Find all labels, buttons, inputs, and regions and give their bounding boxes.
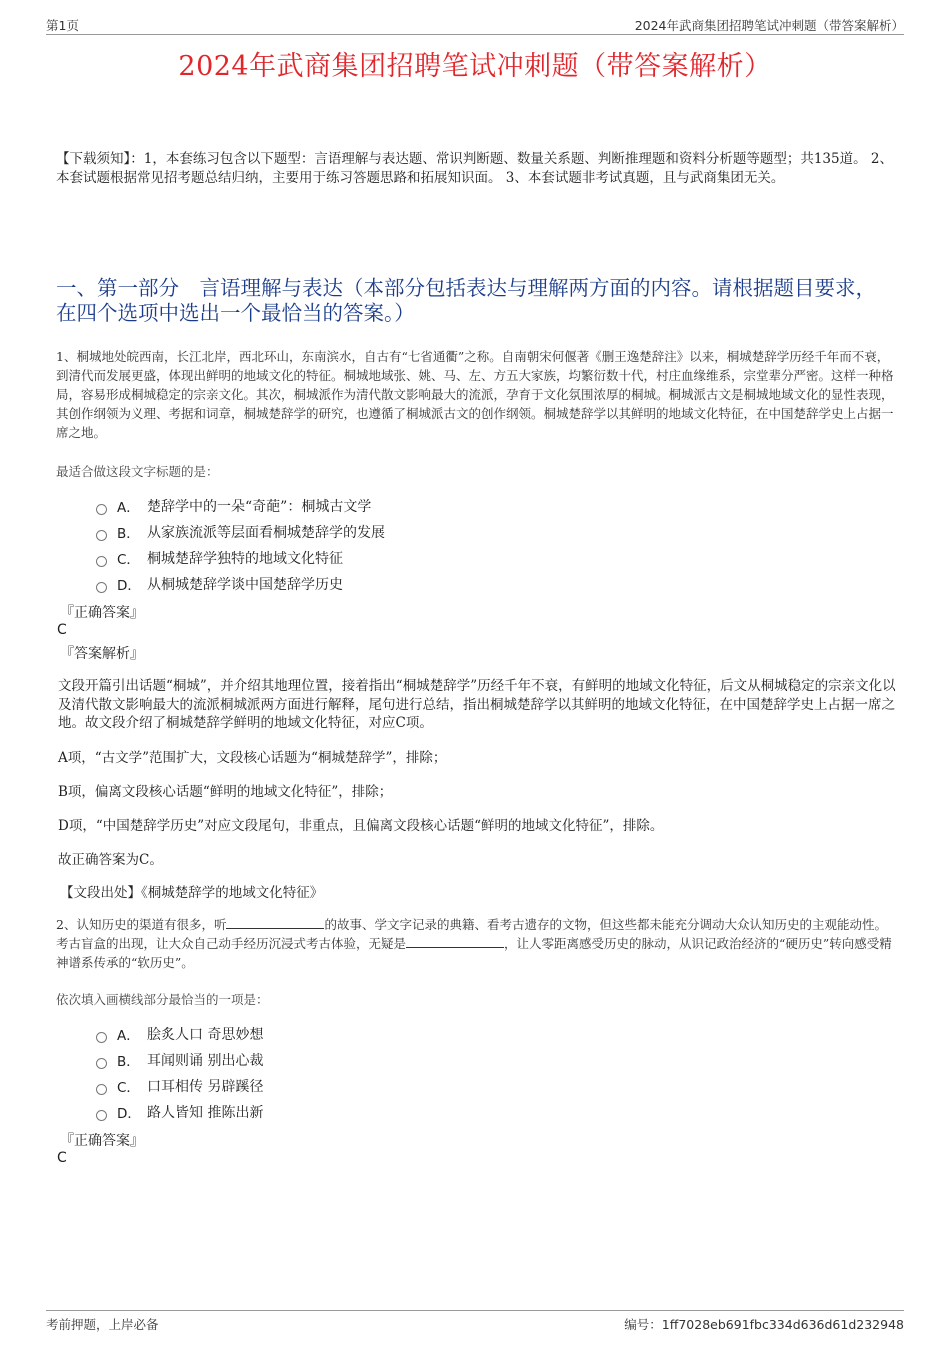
fill-blank-2 <box>406 935 504 948</box>
question-1-stem: 最适合做这段文字标题的是： <box>56 464 219 479</box>
q1-analysis-tag: 『答案解析』 <box>60 646 144 662</box>
radio-icon[interactable] <box>96 1032 107 1043</box>
question-1-text: 1、桐城地处皖西南，长江北岸，西北环山，东南滨水，自古有“七省通衢”之称。自南朝宋何偃著《删王逸楚辞注》以来，桐城楚辞学历经千年而不衰，到清代而发展更盛，体现出鲜明的地域文化的特征。桐城地域张、姚、马、左、方五大家族，均繁衍数十代，村庄血缘维系，宗堂辈分严密。这样一种格局，容易形成桐城稳定的宗亲文化。其次，桐城派作为清代散文影响最大的流派，孕育于文化氛围浓厚的桐城。桐城派古文是桐城地域文化的显性表现，其创作纲领为义理、考据和词章，桐城楚辞学的研究，也遵循了桐城派古文的创作纲领。桐城楚辞学以其鲜明的地域文化特征，在中国楚辞学史上占据一席之地。 <box>56 349 894 440</box>
q1-option-a[interactable]: A． 楚辞学中的一朵“奇葩”：桐城古文学 <box>96 496 371 516</box>
radio-icon[interactable] <box>96 1084 107 1095</box>
question-2-text: 2、认知历史的渠道有很多，听 的故事、学文字记录的典籍、看考古遗存的文物，但这些都未能充分调动大众认知历史的主观能动性。考古盲盒的出现，让大众自己动手经历沉浸式考古体验，无疑是 ，让人零距离感受历史的脉动，从识记政治经济的“硬历史”转向感受精神谱系传承的“软历史”。 <box>56 917 892 970</box>
q1-analysis: 文段开篇引出话题“桐城”，并介绍其地理位置，接着指出“桐城楚辞学”历经千年不衰，有鲜明的地域文化特征，后文从桐城稳定的宗亲文化以及清代散文影响最大的流派桐城派两方面进行解释，尾句进行总结，指出桐城楚辞学以其鲜明的地域文化特征，在中国楚辞学史上占据一席之地。故文段介绍了桐城楚辞学鲜明的地域文化特征，对应C项。 <box>58 678 896 731</box>
q2-answer: C <box>57 1150 67 1166</box>
q1-analysis-a: A项，“古文学”范围扩大，文段核心话题为“桐城楚辞学”，排除； <box>58 750 447 766</box>
page-title: 2024年武商集团招聘笔试冲刺题（带答案解析） <box>178 51 772 82</box>
q1-conclusion: 故正确答案为C。 <box>58 852 163 868</box>
q2-option-c[interactable]: C． 口耳相传 另辟蹊径 <box>96 1076 263 1096</box>
download-notice: 【下载须知】：1，本套练习包含以下题型：言语理解与表达题、常识判断题、数量关系题、判断推理题和资料分析题等题型；共135道。 2、本套试题根据常见招考题总结归纳，主要用于练习答题思路和拓展知识面。 3、本套试题非考试真题，且与武商集团无关。 <box>56 151 893 186</box>
q2-option-a[interactable]: A． 脍炙人口 奇思妙想 <box>96 1024 263 1044</box>
q1-option-d[interactable]: D． 从桐城楚辞学谈中国楚辞学历史 <box>96 574 343 594</box>
header-doc-title: 2024年武商集团招聘笔试冲刺题（带答案解析） <box>634 18 904 33</box>
page-number: 第1页 <box>46 18 79 33</box>
q1-source: 【文段出处】《桐城楚辞学的地域文化特征》 <box>60 885 324 901</box>
q1-analysis-d: D项，“中国楚辞学历史”对应文段尾句，非重点，且偏离文段核心话题“鲜明的地域文化特征”，排除。 <box>58 818 664 834</box>
footer-doc-id: 编号：1ff7028eb691fbc334d636d61d232948 <box>624 1317 904 1332</box>
q1-answer-tag: 『正确答案』 <box>60 605 144 621</box>
q2-option-d[interactable]: D． 路人皆知 推陈出新 <box>96 1102 263 1122</box>
q2-option-b[interactable]: B． 耳闻则诵 别出心裁 <box>96 1050 263 1070</box>
radio-icon[interactable] <box>96 1058 107 1069</box>
page-footer <box>46 1310 904 1332</box>
footer-slogan: 考前押题，上岸必备 <box>46 1317 159 1332</box>
radio-icon[interactable] <box>96 556 107 567</box>
page-header <box>46 14 904 35</box>
fill-blank-1 <box>226 916 324 929</box>
radio-icon[interactable] <box>96 504 107 515</box>
section-heading: 一、第一部分 言语理解与表达（本部分包括表达与理解两方面的内容。请根据题目要求，在四个选项中选出一个最恰当的答案。） <box>56 276 876 325</box>
radio-icon[interactable] <box>96 530 107 541</box>
radio-icon[interactable] <box>96 1110 107 1121</box>
question-2-stem: 依次填入画横线部分最恰当的一项是： <box>56 992 269 1007</box>
q1-option-c[interactable]: C． 桐城楚辞学独特的地域文化特征 <box>96 548 343 568</box>
q1-option-b[interactable]: B． 从家族流派等层面看桐城楚辞学的发展 <box>96 522 385 542</box>
q1-analysis-b: B项，偏离文段核心话题“鲜明的地域文化特征”，排除； <box>58 784 393 800</box>
radio-icon[interactable] <box>96 582 107 593</box>
q1-answer: C <box>57 622 67 638</box>
q2-answer-tag: 『正确答案』 <box>60 1133 144 1149</box>
